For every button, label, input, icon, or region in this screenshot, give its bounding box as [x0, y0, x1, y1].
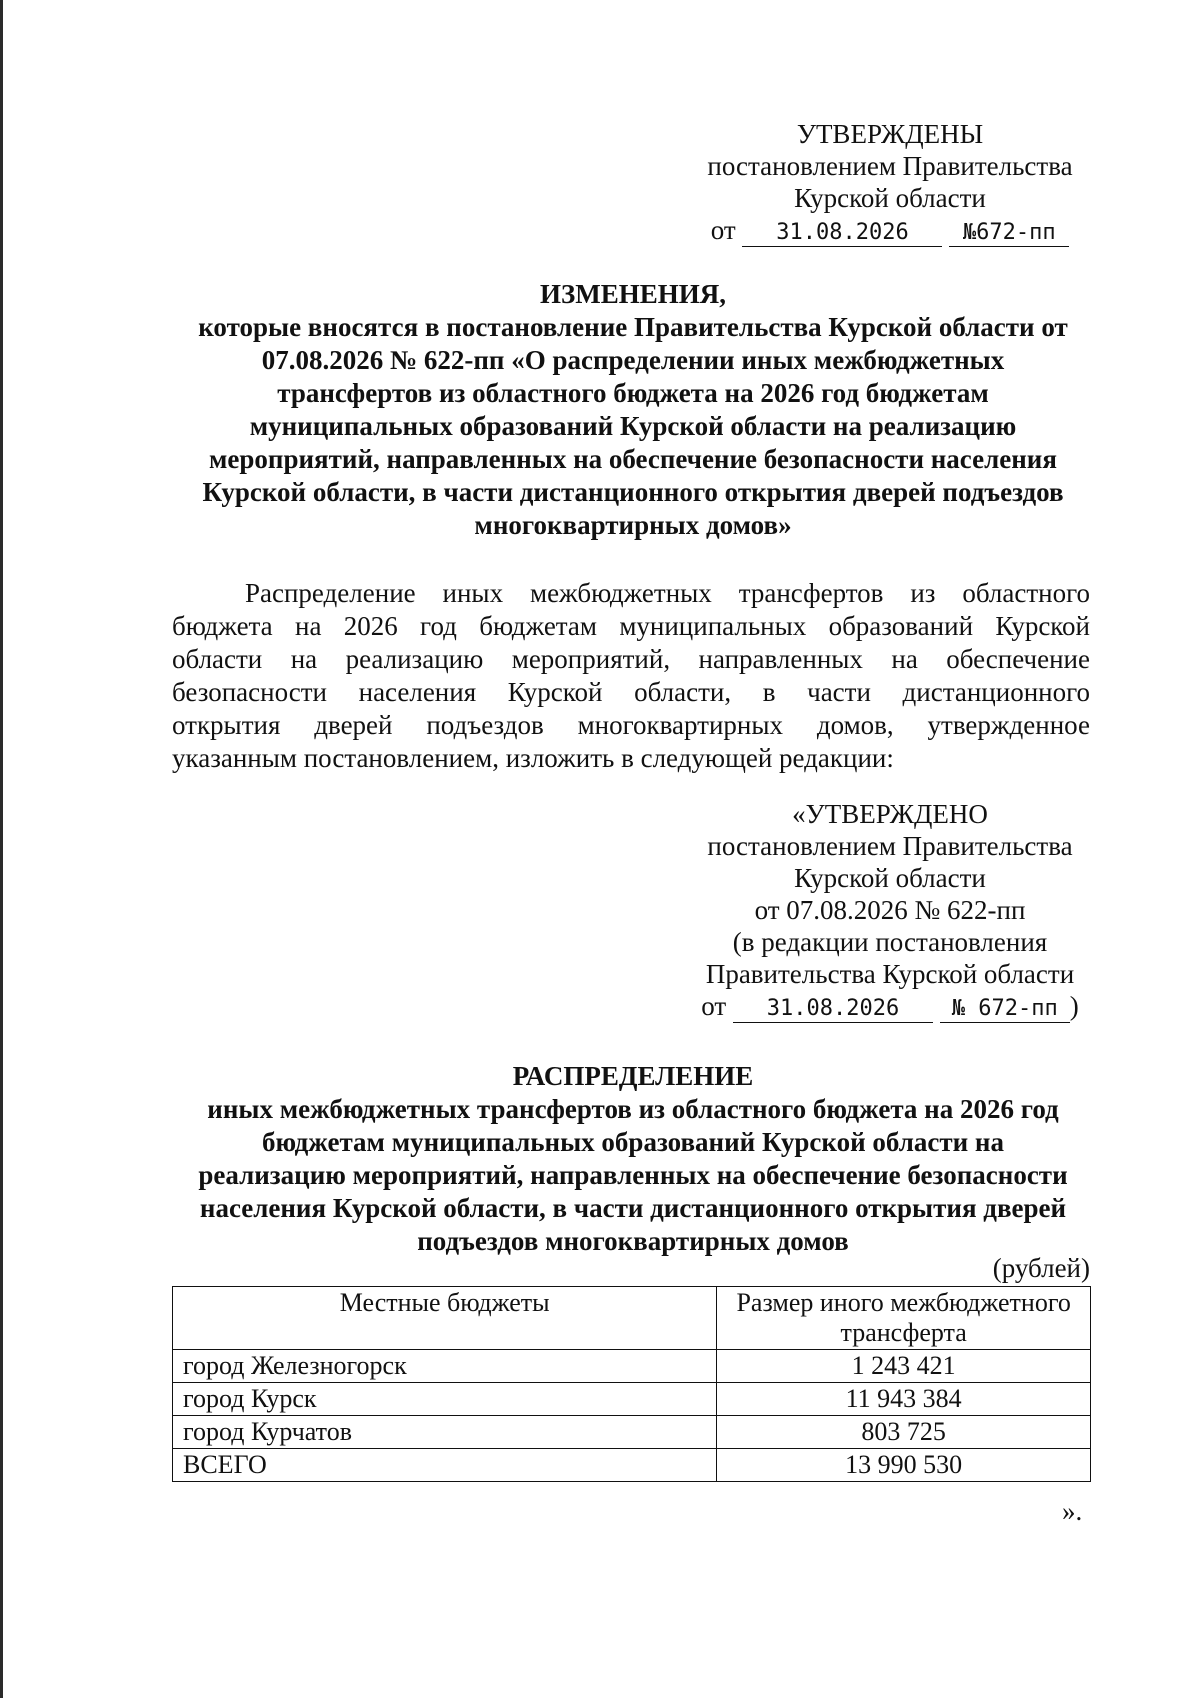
distribution-table [172, 1286, 1091, 1482]
total-amount: 13 990 530 [717, 1449, 1091, 1482]
heading-title: ИЗМЕНЕНИЯ, [539, 279, 726, 309]
approval-date-line [680, 990, 1100, 1023]
ot-label: от [701, 991, 727, 1021]
changes-heading [168, 278, 1098, 542]
table-row [173, 1383, 1091, 1416]
table-row [173, 1416, 1091, 1449]
heading-line: муниципальных образований Курской области на реализацию [249, 411, 1017, 441]
ot-label: от [710, 215, 736, 245]
table-header-row [173, 1287, 1091, 1350]
transfer-amount: 1 243 421 [717, 1350, 1091, 1383]
budget-name: город Курск [173, 1383, 717, 1416]
approval-line: Курской области [794, 863, 986, 893]
approval-line: постановлением Правительства [707, 151, 1073, 181]
approval-title: «УТВЕРЖДЕНО [792, 799, 988, 829]
paragraph-line: безопасности населения Курской области, в части дистанционного [172, 677, 1090, 707]
column-header-amount: Размер иного межбюджетного трансферта [717, 1287, 1091, 1350]
approval-stamp-inner [680, 798, 1100, 1023]
approval-line: от 07.08.2026 № 622-пп [754, 895, 1026, 925]
heading-line: Курской области, в части дистанционного открытия дверей подъездов [202, 477, 1064, 507]
approval-line: Курской области [794, 183, 986, 213]
table-total-row [173, 1449, 1091, 1482]
approval-date: 31.08.2026 [742, 220, 942, 247]
budget-name: город Курчатов [173, 1416, 717, 1449]
paragraph-line: Распределение иных межбюджетных трансфертов из областного [245, 578, 1090, 608]
approval-number: №672-пп [949, 220, 1069, 247]
heading-line: многоквартирных домов» [474, 510, 792, 540]
approval-title: УТВЕРЖДЕНЫ [796, 119, 984, 149]
closing-quote: ». [1062, 1496, 1083, 1526]
approval-line: постановлением Правительства [707, 831, 1073, 861]
column-header-budgets: Местные бюджеты [173, 1287, 717, 1350]
approval-number: № 672-пп [940, 996, 1070, 1023]
paragraph-line: области на реализацию мероприятий, направленных на обеспечение [172, 644, 1090, 674]
approval-stamp-top [680, 118, 1100, 247]
close-paren: ) [1069, 991, 1079, 1021]
approval-line: Правительства Курской области [705, 959, 1075, 989]
total-label: ВСЕГО [173, 1449, 717, 1482]
approval-date: 31.08.2026 [733, 996, 933, 1023]
heading-line: трансфертов из областного бюджета на 2026 год бюджетам [277, 378, 989, 408]
paragraph-line: открытия дверей подъездов многоквартирных домов, утвержденное [172, 710, 1090, 740]
transfer-amount: 11 943 384 [717, 1383, 1091, 1416]
distribution-heading [168, 1060, 1098, 1258]
unit-label: (рублей) [992, 1253, 1090, 1283]
approval-date-line [680, 214, 1100, 247]
heading-line: мероприятий, направленных на обеспечение безопасности населения [209, 444, 1057, 474]
heading-line: населения Курской области, в части дистанционного открытия дверей [199, 1193, 1067, 1223]
heading-line: 07.08.2026 № 622-пп «О распределении иных межбюджетных [261, 345, 1005, 375]
heading-line: которые вносятся в постановление Правительства Курской области от [198, 312, 1068, 342]
heading-line: иных межбюджетных трансфертов из областного бюджета на 2026 год [207, 1094, 1059, 1124]
heading-title: РАСПРЕДЕЛЕНИЕ [512, 1061, 754, 1091]
transfer-amount: 803 725 [717, 1416, 1091, 1449]
scan-edge [0, 0, 3, 1698]
table-row [173, 1350, 1091, 1383]
paragraph-line: указанным постановлением, изложить в следующей редакции: [172, 743, 894, 773]
heading-line: подъездов многоквартирных домов [417, 1226, 849, 1256]
heading-line: реализацию мероприятий, направленных на обеспечение безопасности [198, 1160, 1068, 1190]
heading-line: бюджетам муниципальных образований Курской области на [262, 1127, 1004, 1157]
budget-name: город Железногорск [173, 1350, 717, 1383]
paragraph-line: бюджета на 2026 год бюджетам муниципальных образований Курской [172, 611, 1090, 641]
body-paragraph [172, 577, 1090, 775]
approval-line: (в редакции постановления [732, 927, 1048, 957]
